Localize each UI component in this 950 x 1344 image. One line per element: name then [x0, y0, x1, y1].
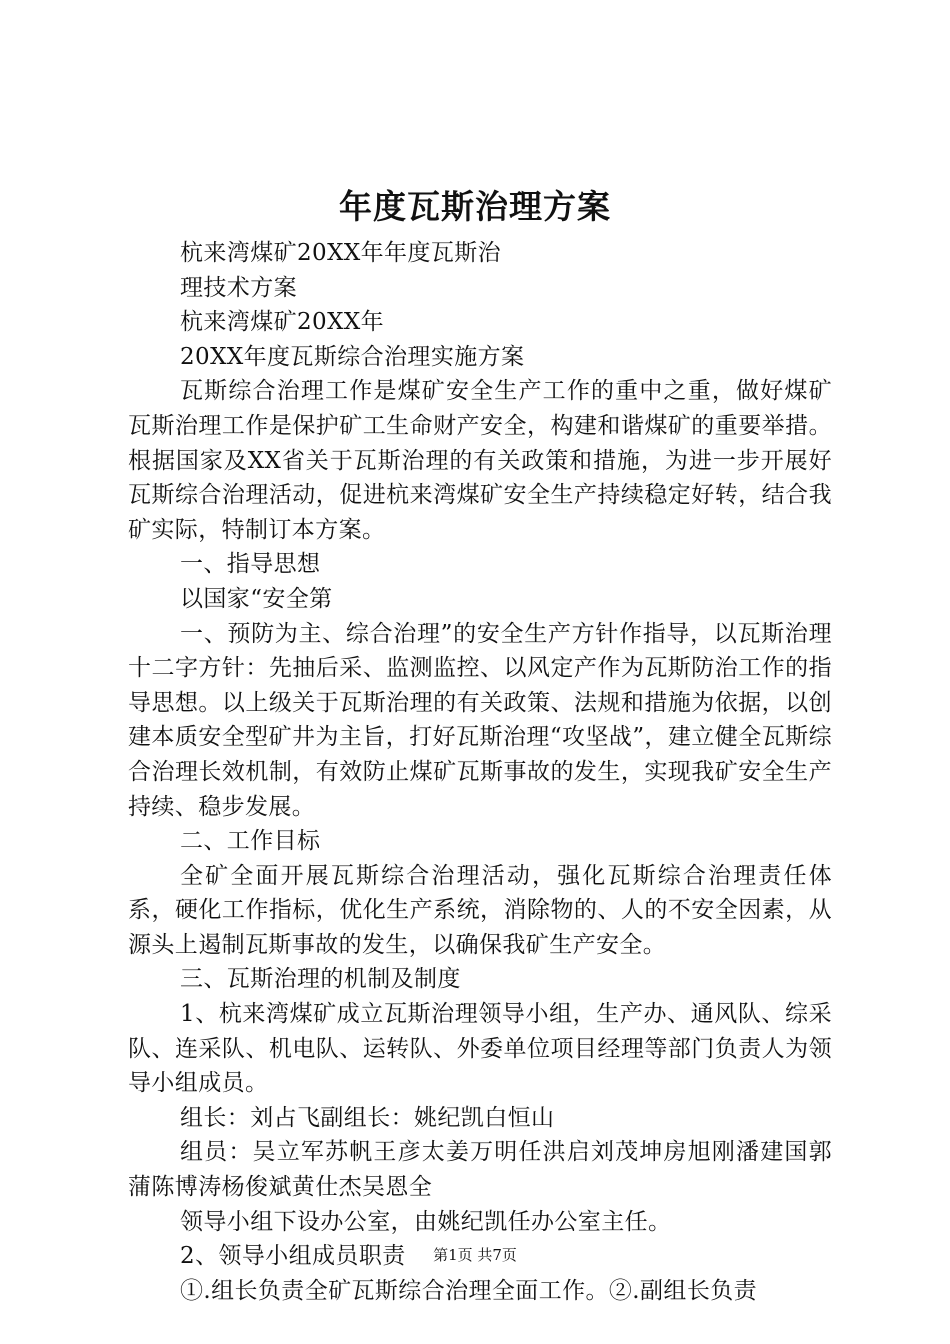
paragraph: 20XX年度瓦斯综合治理实施方案: [180, 343, 525, 370]
paragraph: 1、杭来湾煤矿成立瓦斯治理领导小组，生产办、通风队、综采队、连采队、机电队、运转队、外委单位项目经理等部门负责人为领导小组成员。: [128, 1001, 832, 1097]
paragraph: 组员：吴立军苏帆王彦太姜万明任洪启刘茂坤房旭刚潘建国郭蒲陈博涛杨俊斌黄仕杰吴恩全: [128, 1139, 832, 1201]
paragraph: 领导小组下设办公室，由姚纪凯任办公室主任。: [180, 1208, 672, 1235]
section-heading: 2、领导小组成员职责: [180, 1243, 406, 1270]
section-heading: 三、瓦斯治理的机制及制度: [180, 966, 461, 993]
paragraph: 杭来湾煤矿20XX年年度瓦斯治: [180, 240, 502, 266]
page-footer: 第1页 共7页: [433, 1246, 517, 1264]
paragraph: ①.组长负责全矿瓦斯综合治理全面工作。②.副组长负责: [180, 1277, 758, 1304]
paragraph: 以国家“安全第: [180, 585, 333, 612]
paragraph: 一、预防为主、综合治理”的安全生产方针作指导，以瓦斯治理十二字方针：先抽后采、监测监控、以风定产作为瓦斯防治工作的指导思想。以上级关于瓦斯治理的有关政策、法规和措施为依据，以创建本质安全型矿井为主旨，打好瓦斯治理“攻坚战”，建立健全瓦斯综合治理长效机制，有效防止煤矿瓦斯事故的发生，实现我矿安全生产持续、稳步发展。: [128, 620, 832, 820]
paragraph: 全矿全面开展瓦斯综合治理活动，强化瓦斯综合治理责任体系，硬化工作指标，优化生产系统，消除物的、人的不安全因素，从源头上遏制瓦斯事故的发生，以确保我矿生产安全。: [128, 862, 832, 958]
section-heading: 一、指导思想: [180, 551, 321, 578]
document-title: 年度瓦斯治理方案: [339, 187, 611, 226]
document-body: [128, 236, 832, 1308]
section-heading: 二、工作目标: [180, 828, 321, 855]
paragraph: 瓦斯综合治理工作是煤矿安全生产工作的重中之重，做好煤矿瓦斯治理工作是保护矿工生命财产安全，构建和谐煤矿的重要举措。根据国家及XX省关于瓦斯治理的有关政策和措施，为进一步开展好瓦斯综合治理活动，促进杭来湾煤矿安全生产持续稳定好转，结合我矿实际，特制订本方案。: [128, 378, 832, 543]
paragraph: 杭来湾煤矿20XX年: [180, 309, 385, 336]
paragraph: 组长：刘占飞副组长：姚纪凯白恒山: [180, 1104, 555, 1131]
paragraph: 理技术方案: [180, 274, 297, 301]
